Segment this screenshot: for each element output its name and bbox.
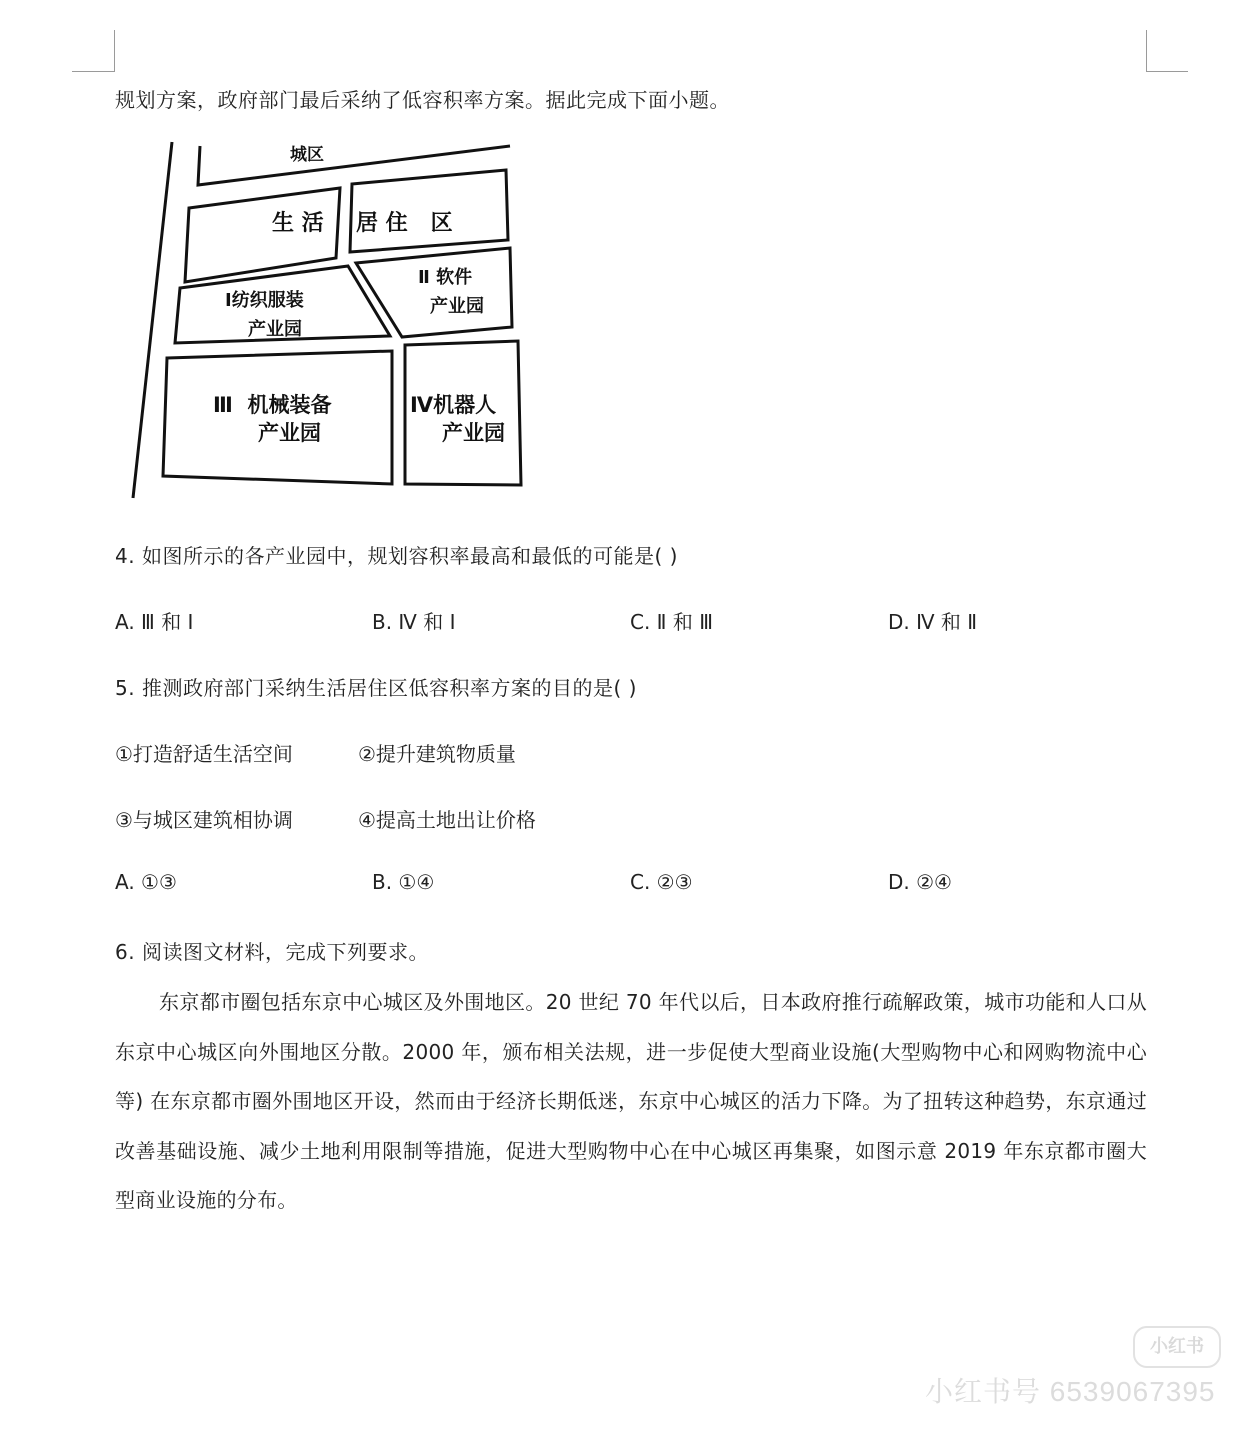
- map-label-park-2-line2: 产业园: [430, 296, 484, 317]
- map-block-park-2: [356, 248, 512, 337]
- watermark-text: 小红书号 6539067395: [925, 1376, 1216, 1407]
- crop-mark-right-vertical: [1146, 30, 1147, 72]
- question-5-option-b: B. ①④: [372, 870, 435, 894]
- question-5-item-2: ②提升建筑物质量: [358, 742, 516, 766]
- map-label-park-4-line2: 产业园: [442, 421, 505, 445]
- crop-mark-left-vertical: [114, 30, 115, 72]
- question-4-option-d: D. Ⅳ 和 Ⅱ: [888, 610, 978, 634]
- question-4-stem: 4. 如图所示的各产业园中，规划容积率最高和最低的可能是( ): [115, 544, 678, 568]
- map-label-park-3-line2: 产业园: [258, 421, 321, 445]
- map-label-urban: 城区: [290, 145, 324, 165]
- crop-mark-left-horizontal: [72, 71, 115, 72]
- map-label-park-2-line1: Ⅱ 软件: [418, 267, 473, 288]
- map-block-park-3: [163, 351, 392, 484]
- question-5-option-c: C. ②③: [630, 870, 693, 894]
- map-label-park-1-line2: 产业园: [248, 319, 302, 340]
- intro-line: 规划方案，政府部门最后采纳了低容积率方案。据此完成下面小题。: [115, 88, 730, 112]
- map-label-residential-left: 生 活: [272, 211, 324, 236]
- question-5-option-d: D. ②④: [888, 870, 952, 894]
- question-6-paragraph-text: 东京都市圈包括东京中心城区及外围地区。20 世纪 70 年代以后，日本政府推行疏解政策，城市功能和人口从东京中心城区向外围地区分散。2000 年，颁布相关法规，进一步促使大型商业设施(大型购物中心和网购物流中心等) 在东京都市圈外围地区开设，然而由于经济长期低迷，东京中心城区的活力下降。为了扭转这种趋势，东京通过改善基础设施、减少土地利用限制等措施，促进大型购物中心在中心城区再集聚，如图示意 2019 年东京都市圈大型商业设施的分布。: [115, 990, 1147, 1212]
- map-road-left: [133, 142, 172, 498]
- map-label-residential-right: 居 住 区: [356, 211, 453, 236]
- map-label-park-1-line1: Ⅰ纺织服装: [225, 290, 304, 311]
- question-4-option-a: A. Ⅲ 和 Ⅰ: [115, 610, 194, 634]
- question-6-stem: 6. 阅读图文材料，完成下列要求。: [115, 940, 429, 964]
- map-label-park-3-line1: Ⅲ 机械装备: [213, 393, 332, 417]
- watermark-badge: 小红书: [1133, 1326, 1221, 1368]
- question-4-option-b: B. Ⅳ 和 Ⅰ: [372, 610, 456, 634]
- question-5-item-1: ①打造舒适生活空间: [115, 742, 293, 766]
- question-5-option-a: A. ①③: [115, 870, 177, 894]
- crop-mark-right-horizontal: [1146, 71, 1188, 72]
- industrial-park-map: [120, 130, 540, 510]
- question-5-item-4: ④提高土地出让价格: [358, 808, 536, 832]
- question-5-stem: 5. 推测政府部门采纳生活居住区低容积率方案的目的是( ): [115, 676, 637, 700]
- question-6-paragraph: [115, 978, 1147, 1226]
- question-5-item-3: ③与城区建筑相协调: [115, 808, 293, 832]
- map-road-top: [198, 146, 510, 185]
- question-4-option-c: C. Ⅱ 和 Ⅲ: [630, 610, 714, 634]
- map-label-park-4-line1: Ⅳ机器人: [410, 393, 497, 417]
